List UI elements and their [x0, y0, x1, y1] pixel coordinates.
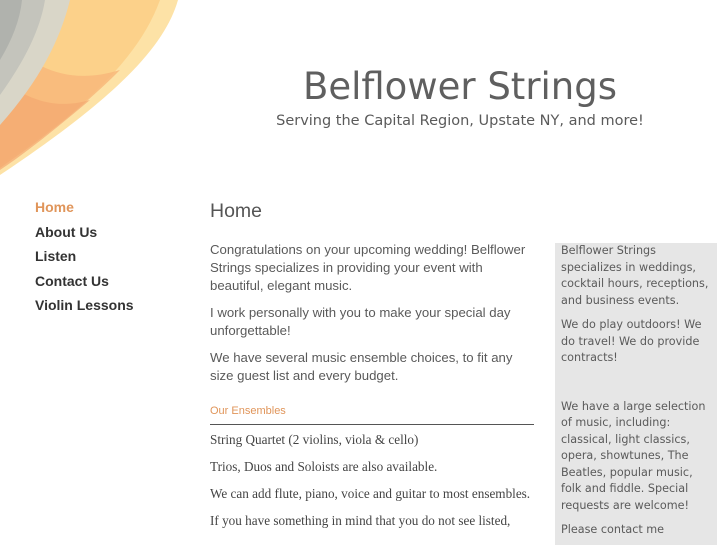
nav-item-contact-us[interactable]: Contact Us	[35, 272, 109, 289]
sidebar-paragraph: Please contact me	[561, 523, 665, 536]
site-tagline: Serving the Capital Region, Upstate NY, and more!	[276, 113, 644, 129]
nav-item-listen[interactable]: Listen	[35, 248, 77, 265]
page-title: Home	[210, 200, 263, 222]
sidebar-info-box	[555, 243, 717, 545]
intro-text	[210, 241, 535, 385]
intro-paragraph: We have several music ensemble choices, to fit any size guest list and every budget.	[210, 350, 513, 383]
nav-item-about-us[interactable]: About Us	[35, 223, 98, 240]
site-title: Belflower Strings	[302, 65, 618, 108]
main-content	[210, 198, 535, 539]
ensemble-paragraph: String Quartet (2 violins, viola & cello)	[210, 432, 419, 447]
ensemble-paragraph: We can add flute, piano, voice and guitar to most ensembles.	[210, 486, 531, 501]
ensemble-paragraph: Trios, Duos and Soloists are also available.	[210, 459, 438, 474]
intro-paragraph: I work personally with you to make your special day unforgettable!	[210, 305, 511, 338]
main-nav	[35, 198, 185, 321]
ensemble-paragraph: If you have something in mind that you do not see listed,	[210, 513, 511, 528]
nav-item-violin-lessons[interactable]: Violin Lessons	[35, 297, 134, 314]
sidebar-paragraph: We have a large selection of music, including: classical, light classics, opera, showtunes, The Beatles, popular music, folk and fiddle. Special requests are welcome!	[561, 399, 706, 512]
sidebar-paragraph: We do play outdoors! We do travel! We do provide contracts!	[561, 318, 702, 364]
nav-item-home[interactable]: Home	[35, 199, 74, 215]
decorative-corner-art	[0, 0, 180, 175]
ensembles-list	[210, 431, 535, 530]
sidebar-paragraph: Belflower Strings specializes in weddings, cocktail hours, receptions, and business events.	[561, 244, 709, 307]
intro-paragraph: Congratulations on your upcoming wedding! Belflower Strings specializes in providing your event with beautiful, elegant music.	[210, 242, 526, 293]
ensembles-heading: Our Ensembles	[210, 404, 534, 425]
